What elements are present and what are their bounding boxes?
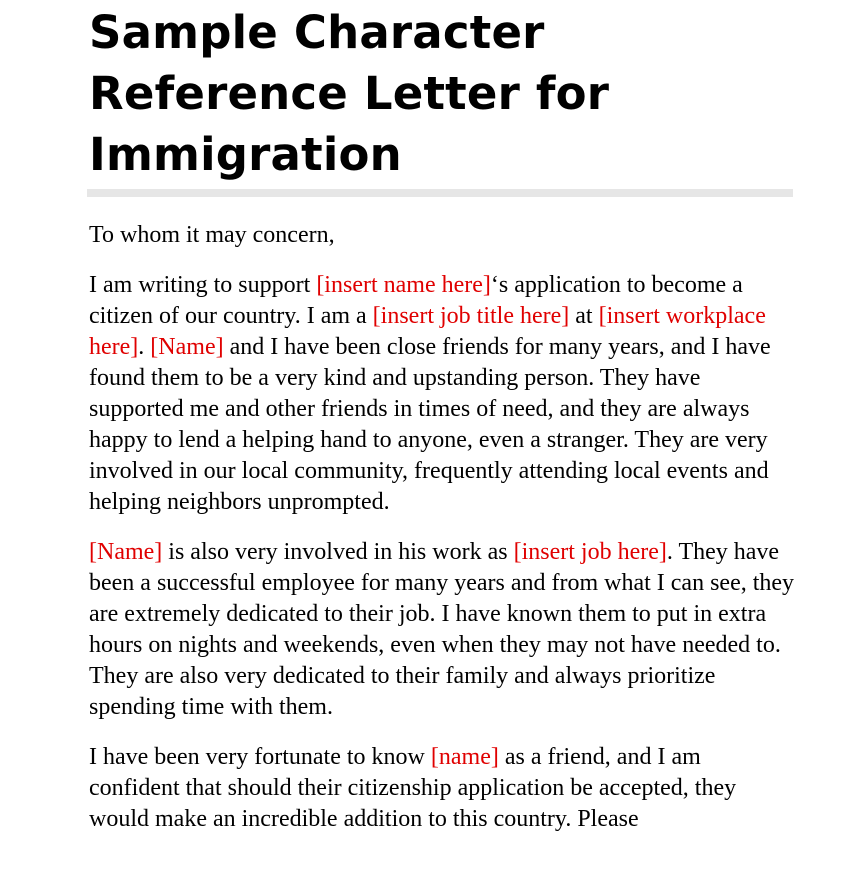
text-segment: . [138, 334, 151, 360]
text-segment: at [569, 303, 599, 329]
placeholder-name: [insert name here] [316, 272, 491, 298]
placeholder-job: [insert job here] [513, 539, 667, 565]
text-segment: is also very involved in his work as [162, 539, 514, 565]
title-divider [87, 189, 793, 197]
placeholder-name: [name] [430, 744, 499, 770]
placeholder-name: [Name] [89, 539, 163, 565]
text-segment: I am writing to support [89, 272, 317, 298]
paragraph-1 [89, 270, 795, 518]
text-segment: and I have been close friends for many years, and I have found them to be a very kind and upstanding person. They have supported me and other friends in times of need, and they are always happy to lend a helping hand to anyone, even a stranger. They are very involved in our local community, frequently attending local events and helping neighbors unprompted. [89, 334, 771, 515]
placeholder-workplace: [insert workplace here] [89, 303, 766, 360]
text-segment: . They have been a successful employee for many years and from what I can see, they are extremely dedicated to their job. I have known them to put in extra hours on nights and weekends, even when they may not have needed to. They are also very dedicated to their family and always prioritize spending time with them. [89, 539, 795, 720]
page-title: Sample Character Reference Letter for Immigration [89, 6, 610, 181]
greeting: To whom it may concern, [89, 222, 335, 248]
paragraph-3 [89, 742, 795, 835]
text-segment: I have been very fortunate to know [89, 744, 431, 770]
placeholder-job-title: [insert job title here] [372, 303, 570, 329]
placeholder-name: [Name] [150, 334, 224, 360]
text-segment: as a friend, and I am confident that should their citizenship application be accepted, they would make an incredible addition to this country. Please [89, 744, 737, 832]
letter-page [89, 0, 795, 835]
paragraph-2 [89, 537, 795, 723]
text-segment: ‘s application to become a citizen of our country. I am a [89, 272, 743, 329]
